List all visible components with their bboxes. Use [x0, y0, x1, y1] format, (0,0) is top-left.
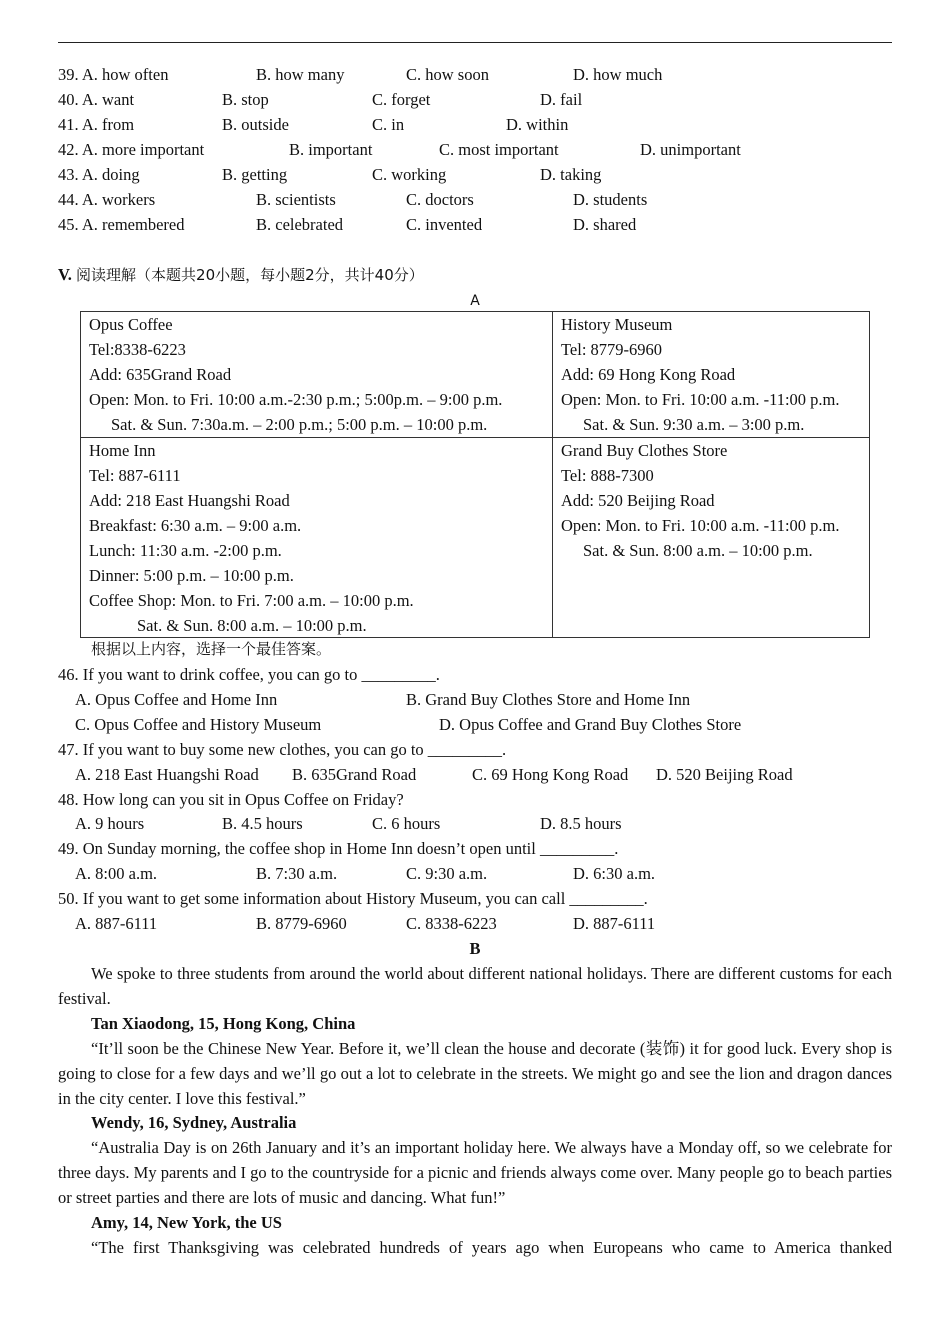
cloze-39-d: D. how much — [573, 65, 663, 84]
museum-tel: Tel: 8779-6960 — [561, 340, 663, 359]
info-table — [80, 311, 870, 638]
q49-option-d: D. 6:30 a.m. — [573, 864, 656, 883]
cloze-41-c: C. in — [372, 115, 405, 134]
q50-option-d: D. 887-6111 — [573, 914, 656, 933]
q47-option-d: D. 520 Beijing Road — [656, 765, 793, 784]
q48-option-d: D. 8.5 hours — [540, 814, 622, 833]
q49-stem: 49. On Sunday morning, the coffee shop in Home Inn doesn’t open until _________. — [58, 839, 619, 858]
cloze-40-d: D. fail — [540, 90, 583, 109]
section-v-prefix: V. — [58, 265, 77, 284]
cloze-44-b: B. scientists — [256, 190, 336, 209]
q50-option-b: B. 8779-6960 — [256, 914, 347, 933]
wendy-heading: Wendy, 16, Sydney, Australia — [91, 1113, 297, 1132]
cloze-44-d: D. students — [573, 190, 648, 209]
top-rule — [58, 42, 892, 43]
q49-option-b: B. 7:30 a.m. — [256, 864, 338, 883]
cloze-43-c: C. working — [372, 165, 447, 184]
cloze-39-c: C. how soon — [406, 65, 489, 84]
q47-stem: 47. If you want to buy some new clothes, you can go to _________. — [58, 740, 507, 759]
opus-address: Add: 635Grand Road — [89, 365, 232, 384]
cloze-42-a: 42. A. more important — [58, 140, 205, 159]
passage-a-label: A — [470, 293, 480, 309]
cloze-41-b: B. outside — [222, 115, 289, 134]
inn-lunch: Lunch: 11:30 a.m. -2:00 p.m. — [89, 541, 282, 560]
cloze-45-b: B. celebrated — [256, 215, 344, 234]
q46-stem: 46. If you want to drink coffee, you can go to _________. — [58, 665, 440, 684]
opus-hours-weekend: Sat. & Sun. 7:30a.m. – 2:00 p.m.; 5:00 p.m. – 10:00 p.m. — [111, 415, 488, 434]
q46-option-d: D. Opus Coffee and Grand Buy Clothes Store — [439, 715, 742, 734]
store-hours-weekday: Open: Mon. to Fri. 10:00 a.m. -11:00 p.m. — [561, 516, 840, 535]
museum-name: History Museum — [561, 315, 673, 334]
q50-option-c: C. 8338-6223 — [406, 914, 497, 933]
cloze-39-a: 39. A. how often — [58, 65, 169, 84]
inn-name: Home Inn — [89, 441, 156, 460]
cloze-42-b: B. important — [289, 140, 373, 159]
q47-option-b: B. 635Grand Road — [292, 765, 417, 784]
section-v-title — [58, 262, 424, 287]
q50-option-a: A. 887-6111 — [75, 914, 158, 933]
section-v-title-cjk: 阅读理解（本题共20小题，每小题2分，共计40分） — [76, 266, 424, 284]
q46-option-b: B. Grand Buy Clothes Store and Home Inn — [406, 690, 691, 709]
cloze-45-c: C. invented — [406, 215, 483, 234]
inn-address: Add: 218 East Huangshi Road — [89, 491, 290, 510]
opus-hours-weekday: Open: Mon. to Fri. 10:00 a.m.-2:30 p.m.; 5:00p.m. – 9:00 p.m. — [89, 390, 503, 409]
inn-tel: Tel: 887-6111 — [89, 466, 181, 485]
store-name: Grand Buy Clothes Store — [561, 441, 728, 460]
cloze-40-a: 40. A. want — [58, 90, 135, 109]
q46-option-c: C. Opus Coffee and History Museum — [75, 715, 322, 734]
q48-option-a: A. 9 hours — [75, 814, 145, 833]
inn-breakfast: Breakfast: 6:30 a.m. – 9:00 a.m. — [89, 516, 302, 535]
store-address: Add: 520 Beijing Road — [561, 491, 715, 510]
opus-tel: Tel:8338-6223 — [89, 340, 186, 359]
cloze-43-a: 43. A. doing — [58, 165, 140, 184]
inn-dinner: Dinner: 5:00 p.m. – 10:00 p.m. — [89, 566, 294, 585]
cloze-40-c: C. forget — [372, 90, 431, 109]
q47-option-a: A. 218 East Huangshi Road — [75, 765, 259, 784]
instruction: 根据以上内容，选择一个最佳答案。 — [91, 640, 332, 658]
q49-option-c: C. 9:30 a.m. — [406, 864, 488, 883]
tan-paragraph — [58, 1036, 892, 1111]
cloze-41-a: 41. A. from — [58, 115, 135, 134]
tan-heading: Tan Xiaodong, 15, Hong Kong, China — [91, 1014, 356, 1033]
wendy-paragraph — [58, 1135, 892, 1210]
amy-paragraph — [58, 1235, 892, 1260]
amy-heading: Amy, 14, New York, the US — [91, 1213, 282, 1232]
cloze-40-b: B. stop — [222, 90, 269, 109]
passage-b-intro — [58, 961, 892, 1011]
opus-name: Opus Coffee — [89, 315, 173, 334]
cloze-45-a: 45. A. remembered — [58, 215, 185, 234]
cloze-41-d: D. within — [506, 115, 569, 134]
q47-option-c: C. 69 Hong Kong Road — [472, 765, 629, 784]
cloze-44-c: C. doctors — [406, 190, 474, 209]
amy-text: “The first Thanksgiving was celebrated hundreds of years ago when Europeans who came to America thanked — [91, 1238, 892, 1257]
cloze-42-c: C. most important — [439, 140, 559, 159]
history-museum-cell — [553, 312, 870, 438]
q48-stem: 48. How long can you sit in Opus Coffee on Friday? — [58, 790, 404, 809]
cloze-43-b: B. getting — [222, 165, 288, 184]
wendy-text: “Australia Day is on 26th January and it’s an important holiday here. We always have a Monday off, so we celebrate for three days. My parents and I go to the countryside for a picnic and friends always come over. Many people go to beach parties or street parties and there are lots of music and dancing. What fun!” — [58, 1138, 892, 1207]
q50-stem: 50. If you want to get some information about History Museum, you can call _________. — [58, 889, 648, 908]
store-tel: Tel: 888-7300 — [561, 466, 654, 485]
cloze-42-d: D. unimportant — [640, 140, 741, 159]
cloze-43-d: D. taking — [540, 165, 602, 184]
home-inn-cell — [81, 438, 553, 638]
q48-option-b: B. 4.5 hours — [222, 814, 303, 833]
cloze-39-b: B. how many — [256, 65, 345, 84]
opus-coffee-cell — [81, 312, 553, 438]
passage-b-label: B — [469, 939, 481, 958]
store-hours-weekend: Sat. & Sun. 8:00 a.m. – 10:00 p.m. — [583, 541, 813, 560]
tan-text: “It’ll soon be the Chinese New Year. Before it, we’ll clean the house and decorate (装饰) it for good luck. Every shop is going to close for a few days and we’ll go out a lot to celebrate in the streets. We might go and see the lion and dragon dances in the city center. I love this festival.” — [58, 1039, 892, 1108]
q46-option-a: A. Opus Coffee and Home Inn — [75, 690, 278, 709]
cloze-44-a: 44. A. workers — [58, 190, 156, 209]
passage-b-intro-text: We spoke to three students from around the world about different national holidays. There are different customs for each festival. — [58, 964, 892, 1008]
inn-coffee-weekday: Coffee Shop: Mon. to Fri. 7:00 a.m. – 10:00 p.m. — [89, 591, 414, 610]
museum-address: Add: 69 Hong Kong Road — [561, 365, 736, 384]
inn-coffee-weekend: Sat. & Sun. 8:00 a.m. – 10:00 p.m. — [137, 616, 367, 635]
q48-option-c: C. 6 hours — [372, 814, 441, 833]
museum-hours-weekend: Sat. & Sun. 9:30 a.m. – 3:00 p.m. — [583, 415, 805, 434]
cloze-45-d: D. shared — [573, 215, 637, 234]
museum-hours-weekday: Open: Mon. to Fri. 10:00 a.m. -11:00 p.m. — [561, 390, 840, 409]
grand-buy-cell — [553, 438, 870, 638]
q49-option-a: A. 8:00 a.m. — [75, 864, 158, 883]
